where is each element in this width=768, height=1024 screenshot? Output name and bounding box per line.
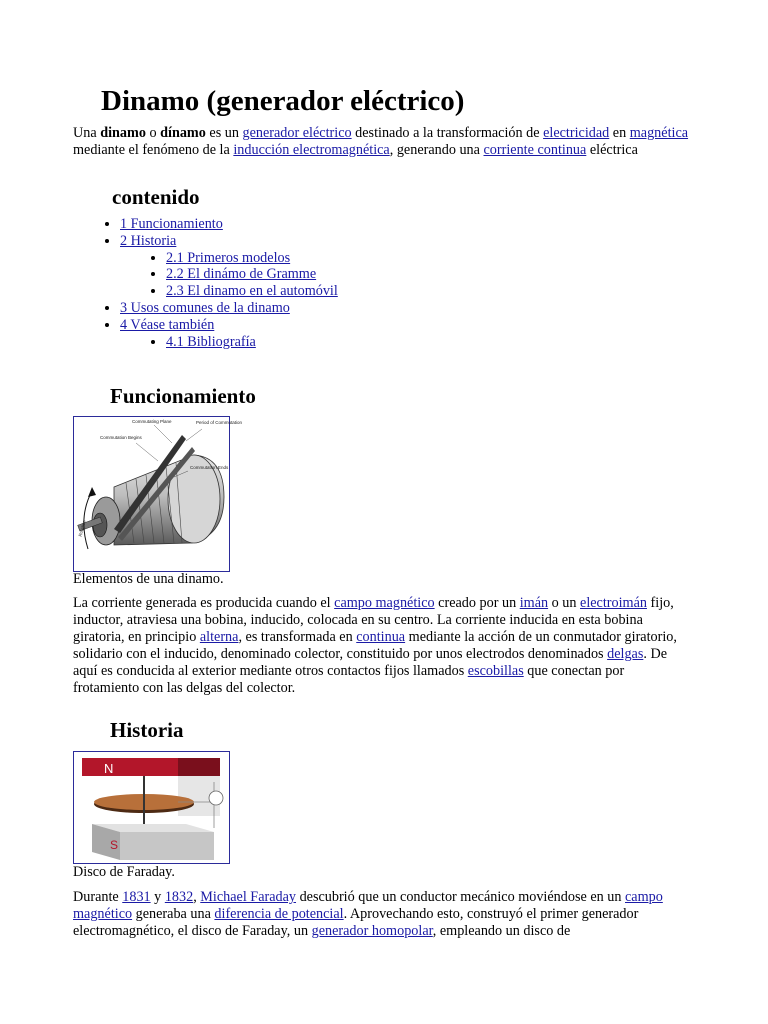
toc-item (120, 216, 338, 233)
link-1832[interactable]: 1832 (164, 889, 194, 905)
toc-link-usos-comunes[interactable]: 3 Usos comunes de la dinamo (120, 299, 290, 316)
paragraph-historia (73, 889, 693, 940)
toc-heading: contenido (112, 185, 200, 209)
intro-text: , generando una (389, 142, 484, 158)
link-electricidad[interactable]: electricidad (543, 125, 610, 141)
link-campo-magnetico[interactable]: campo magnético (334, 595, 435, 611)
paragraph-text: generaba una (132, 906, 215, 922)
section-heading-funcionamiento: Funcionamiento (110, 384, 256, 408)
faraday-disc-diagram (74, 752, 229, 863)
label-north-pole: N (104, 761, 114, 776)
link-electroiman[interactable]: electroimán (580, 595, 647, 611)
paragraph-text: Durante (73, 889, 123, 905)
intro-text: destinado a la transformación de (351, 125, 544, 141)
intro-bold-dinamo: dinamo (100, 125, 146, 141)
label-commutation-begins: Commutation Begins (100, 435, 142, 440)
toc-item (166, 266, 338, 283)
paragraph-funcionamiento (73, 595, 693, 697)
paragraph-text: mediante la acción de un conmutador giratorio, solidario con el inducido, denominado colector, constituido por unos electrodos denominados (73, 629, 677, 662)
link-corriente-continua[interactable]: corriente continua (483, 142, 587, 158)
label-south-pole: S (110, 838, 119, 852)
armature-diagram (74, 417, 243, 571)
toc-item (166, 283, 338, 300)
figure-caption: Elementos de una dinamo. (73, 571, 224, 587)
link-escobillas[interactable]: escobillas (467, 663, 524, 679)
label-period-commutation: Period of Commutation (196, 420, 243, 425)
toc-link-historia[interactable]: 2 Historia (120, 232, 177, 249)
link-magnetica[interactable]: magnética (629, 125, 689, 141)
link-generador-electrico[interactable]: generador eléctrico (242, 125, 352, 141)
link-diferencia-potencial[interactable]: diferencia de potencial (214, 906, 344, 922)
intro-text: mediante el fenómeno de la (73, 142, 234, 158)
paragraph-text: . De aquí es conducida al exterior mediante otros contactos fijos llamados (73, 646, 667, 679)
figure-caption: Disco de Faraday. (73, 864, 175, 880)
toc-link-bibliografia[interactable]: 4.1 Bibliografía (166, 333, 256, 350)
paragraph-text: . Aprovechando esto, construyó el primer generador electromagnético, el disco de Faraday, un (73, 906, 639, 939)
toc-sublist (120, 250, 338, 300)
label-rotation: Rotation (77, 519, 87, 538)
link-alterna[interactable]: alterna (199, 629, 239, 645)
toc-item (120, 300, 338, 317)
toc-link-funcionamiento[interactable]: 1 Funcionamiento (120, 216, 223, 232)
paragraph-text: que conectan por frotamiento con las delgas del colector. (73, 663, 625, 696)
toc-link-primeros-modelos[interactable]: 2.1 Primeros modelos (166, 249, 291, 266)
toc-link-vease-tambien[interactable]: 4 Véase también (120, 316, 215, 333)
label-commutating-plane: Commutating Plane (132, 419, 172, 424)
paragraph-text: fijo, inductor, atraviesa una bobina, inducido, colocada en su centro. La corriente inducida en esta bobina giratoria, en principio (73, 595, 674, 645)
paragraph-text: descubrió que un conductor mecánico moviéndose en un (296, 889, 625, 905)
link-continua[interactable]: continua (356, 629, 406, 645)
link-induccion-electromagnetica[interactable]: inducción electromagnética (233, 142, 390, 158)
paragraph-text: , es transformada en (238, 629, 357, 645)
paragraph-text: y (150, 889, 165, 905)
toc-item (120, 317, 338, 351)
link-1831[interactable]: 1831 (122, 889, 151, 905)
intro-text: es un (205, 125, 243, 141)
toc-link-dinamo-automovil[interactable]: 2.3 El dinamo en el automóvil (166, 283, 338, 300)
intro-text: Una (73, 125, 101, 141)
toc-item (166, 250, 338, 267)
link-michael-faraday[interactable]: Michael Faraday (200, 889, 297, 905)
intro-bold-dinamo-accent: dínamo (160, 125, 206, 141)
intro-paragraph (73, 125, 693, 159)
paragraph-text: , (193, 889, 201, 905)
toc-item (120, 233, 338, 300)
link-campo-magnetico[interactable]: campo magnético (73, 889, 663, 922)
figure-faraday-disc[interactable] (73, 751, 230, 864)
intro-text: en (609, 125, 630, 141)
toc-link-dinamo-gramme[interactable]: 2.2 El dinámo de Gramme (166, 266, 317, 283)
paragraph-text: o un (548, 595, 581, 611)
figure-dynamo-armature[interactable] (73, 416, 243, 572)
link-iman[interactable]: imán (519, 595, 549, 611)
intro-text: o (145, 125, 161, 141)
paragraph-text: , empleando un disco de (432, 923, 571, 939)
page-title: Dinamo (generador eléctrico) (101, 85, 465, 117)
link-delgas[interactable]: delgas (607, 646, 644, 662)
paragraph-text: creado por un (434, 595, 520, 611)
toc-item (166, 334, 338, 351)
toc-sublist (120, 334, 338, 351)
intro-text: eléctrica (586, 142, 638, 158)
table-of-contents (73, 216, 338, 350)
section-heading-historia: Historia (110, 718, 184, 742)
label-commutation-ends: Commutation Ends (190, 465, 229, 470)
paragraph-text: La corriente generada es producida cuando el (73, 595, 335, 611)
link-generador-homopolar[interactable]: generador homopolar (311, 923, 433, 939)
